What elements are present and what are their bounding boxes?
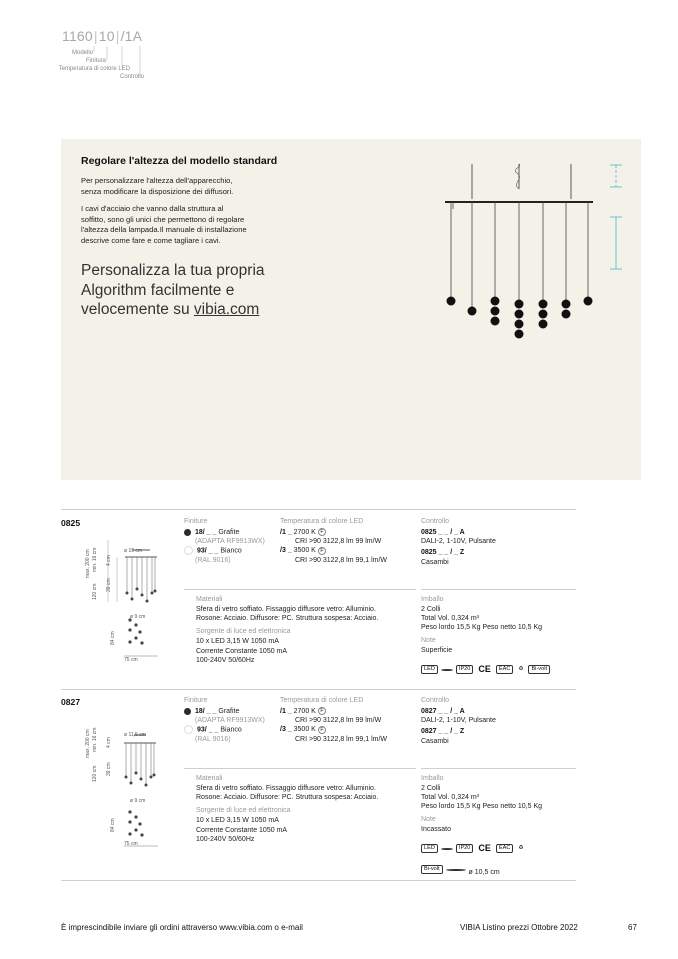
recycle-icon: ♻ [518, 844, 524, 851]
finish-sub: (RAL 9016) [195, 735, 231, 743]
finiture-block-0827 [184, 697, 280, 744]
note-value: Incassato [421, 825, 451, 833]
divider-mid-right-0827 [421, 768, 576, 769]
temp-code: /3 _ [280, 547, 292, 555]
promo-p1-line1: Per personalizzare l'altezza dell'apparecchio, [81, 176, 233, 185]
legend-code-model: 1160 [62, 28, 93, 44]
packaging-label: Imballo [421, 775, 444, 782]
promo-panel [61, 139, 641, 480]
promo-cta-line3: velocemente su [81, 301, 194, 318]
temp-code: /1 _ [280, 529, 292, 536]
finish-option-grafite[interactable] [184, 528, 280, 537]
bianco-swatch-icon [184, 546, 193, 555]
dim-120-0827: 120 cm [92, 765, 98, 782]
temp-label: Temperatura di colore LED [280, 518, 364, 525]
finish-sub: (ADAPTA RF9913WX) [195, 717, 265, 725]
dim-min-0825: min. 16 cm [92, 547, 98, 572]
finish-code: 93/ _ _ [197, 547, 219, 555]
code-legend: 1160|10|/1A [62, 28, 143, 44]
packaging-block-0825 [421, 596, 576, 679]
finish-name: Bianco [220, 547, 242, 555]
led-badge: LED [421, 844, 438, 854]
divider-top-0827 [61, 689, 576, 690]
cutout-icon [446, 869, 466, 871]
temp-option-3500[interactable] [280, 725, 416, 734]
cutout-diameter: ø 10,5 cm [468, 868, 500, 876]
temp-option-3500[interactable] [280, 546, 416, 555]
product-code-0825: 0825 [61, 518, 81, 528]
materials-label: Materiali [196, 596, 223, 603]
control-block-0825 [421, 518, 571, 567]
materials-line2: Rosone: Acciaio. Diffusore: PC. Struttura sospesa: Acciaio. [196, 794, 379, 802]
source-line3: 100-240V 50/60Hz [196, 656, 255, 664]
materials-block-0825 [196, 596, 418, 665]
temp-spec: CRI >90 3122,8 lm 99 lm/W [295, 717, 382, 725]
footer-title: VIBIA Listino prezzi Ottobre 2022 [460, 923, 578, 932]
materials-line1: Sfera di vetro soffiato. Fissaggio diffusore vetro: Alluminio. [196, 606, 376, 613]
footer-note: È imprescindibile inviare gli ordini attraverso www.vibia.com o e-mail [61, 923, 303, 932]
promo-cta [81, 261, 321, 320]
dim-120-0825: 120 cm [92, 583, 98, 600]
temp-code: /3 _ [280, 726, 292, 734]
packaging-block-0827 [421, 775, 576, 879]
materials-block-0827 [196, 775, 418, 844]
lamp-illustration [441, 159, 631, 349]
finish-name: Grafite [218, 529, 240, 536]
temp-kelvin: 3500 K [293, 547, 316, 555]
note-label: Note [421, 636, 436, 644]
packaging-line2: Total Vol. 0,324 m³ [421, 615, 479, 623]
temp-block-0827 [280, 697, 416, 744]
dim-75-0827: 75 cm [124, 841, 138, 847]
control-label: Controllo [421, 518, 450, 525]
finish-name: Grafite [218, 708, 240, 715]
promo-paragraph-1 [81, 176, 301, 197]
control-code[interactable]: 0825 _ _ / _ A [421, 529, 465, 536]
product-code-0827: 0827 [61, 697, 81, 707]
promo-p2-line1: I cavi d'acciaio che vanno dalla struttura al [81, 204, 224, 213]
finiture-block-0825 [184, 518, 280, 565]
packaging-label: Imballo [421, 596, 444, 603]
packaging-line3: Peso lordo 15,5 Kg Peso netto 10,5 Kg [421, 803, 543, 811]
page-number: 67 [628, 923, 637, 932]
source-label: Sorgente di luce ed elettronica [196, 807, 291, 815]
dim-diam-top-0827: ø 11,5 cm [124, 732, 146, 738]
source-line1: 10 x LED 3,15 W 1050 mA [196, 817, 279, 825]
finiture-label: Finiture [184, 518, 208, 525]
eac-badge: EAC [496, 844, 514, 854]
temp-spec: CRI >90 3122,8 lm 99,1 lm/W [295, 735, 388, 743]
cert-badges-row2 [421, 861, 576, 879]
temp-kelvin: 3500 K [293, 726, 316, 734]
promo-paragraph-2 [81, 204, 301, 246]
finish-option-bianco[interactable] [184, 546, 280, 556]
source-line2: Corrente Constante 1050 mA [196, 826, 288, 834]
dim-diam-small-0827: ø 9 cm [130, 798, 146, 804]
dim-4-0827: 4 cm [106, 737, 112, 748]
ce-mark: CE [478, 842, 491, 853]
energy-class-icon: F [318, 528, 326, 536]
finish-code: 18/ _ _ [195, 529, 217, 536]
control-block-0827 [421, 697, 571, 746]
cert-badges [421, 661, 576, 679]
packaging-line2: Total Vol. 0,324 m³ [421, 794, 479, 802]
bivolt-badge: Bi-volt [421, 865, 443, 875]
dim-39-0825: 39 cm [106, 578, 112, 592]
control-desc: Casambi [421, 737, 449, 745]
dim-75-0825: 75 cm [124, 657, 138, 663]
divider-top-0825 [61, 509, 576, 510]
finish-code: 18/ _ _ [195, 708, 217, 715]
temp-option-2700[interactable] [280, 707, 416, 716]
legend-label-model: Modello [71, 50, 93, 56]
source-line1: 10 x LED 3,15 W 1050 mA [196, 638, 279, 646]
recycle-icon: ♻ [518, 665, 524, 672]
dim-diam-small-0825: ø 9 cm [130, 614, 146, 620]
source-label: Sorgente di luce ed elettronica [196, 628, 291, 636]
legend-code-temp: /1A [120, 28, 143, 44]
cert-badges [421, 840, 576, 858]
materials-line1: Sfera di vetro soffiato. Fissaggio diffusore vetro: Alluminio. [196, 785, 376, 792]
divider-mid-0827 [184, 768, 416, 769]
finiture-label: Finiture [184, 697, 208, 704]
energy-class-icon: F [318, 707, 326, 715]
materials-line2: Rosone: Acciaio. Diffusore: PC. Struttura sospesa: Acciaio. [196, 615, 379, 623]
led-badge: LED [421, 665, 438, 675]
legend-label-temp: Temperatura di colore LED [58, 66, 130, 72]
grafite-swatch-icon [184, 708, 191, 715]
legend-label-control: Controllo [119, 74, 144, 80]
note-label: Note [421, 815, 436, 823]
temp-spec: CRI >90 3122,8 lm 99 lm/W [295, 538, 382, 546]
dim-84-0825: 84 cm [110, 631, 116, 645]
bivolt-badge: Bi-volt [528, 665, 550, 675]
control-desc: DALI-2, 1-10V, Pulsante [421, 717, 496, 725]
energy-class-icon: F [318, 726, 326, 734]
ip20-badge: IP20 [456, 665, 474, 675]
source-line2: Corrente Constante 1050 mA [196, 647, 288, 655]
energy-class-icon: F [318, 547, 326, 555]
control-desc: DALI-2, 1-10V, Pulsante [421, 538, 496, 546]
promo-title: Regolare l'altezza del modello standard [81, 155, 278, 167]
divider-mid-0825 [184, 589, 416, 590]
temp-spec: CRI >90 3122,8 lm 99,1 lm/W [295, 556, 388, 564]
finish-sub: (ADAPTA RF9913WX) [195, 538, 265, 546]
dim-max-0827: max. 200 cm [85, 729, 91, 758]
eac-badge: EAC [496, 665, 514, 675]
materials-label: Materiali [196, 775, 223, 782]
temp-kelvin: 2700 K [293, 708, 316, 715]
ce-mark: CE [478, 663, 491, 674]
divider-mid-right-0825 [421, 589, 576, 590]
packaging-line1: 2 Colli [421, 785, 441, 792]
finish-sub: (RAL 9016) [195, 556, 231, 564]
control-label: Controllo [421, 697, 450, 704]
temp-kelvin: 2700 K [293, 529, 316, 536]
dim-max-0825: max. 200 cm [85, 549, 91, 578]
dim-39-0827: 39 cm [106, 762, 112, 776]
control-desc: Casambi [421, 558, 449, 566]
finish-name: Bianco [220, 726, 242, 734]
finish-option-bianco[interactable] [184, 725, 280, 735]
temp-block-0825 [280, 518, 416, 565]
temp-label: Temperatura di colore LED [280, 697, 364, 704]
control-code[interactable]: 0827 _ _ / _ A [421, 708, 465, 715]
dim-4-0825: 4 cm [106, 555, 112, 566]
promo-cta-line1: Personalizza la tua propria [81, 262, 265, 279]
ip20-badge: IP20 [456, 844, 474, 854]
dimmable-icon [441, 669, 453, 671]
finish-option-grafite[interactable] [184, 707, 280, 716]
packaging-line3: Peso lordo 15,5 Kg Peso netto 10,5 Kg [421, 624, 543, 632]
promo-p2-line2: soffitto, sono gli unici che permettono di regolare [81, 214, 245, 224]
packaging-line1: 2 Colli [421, 606, 441, 613]
temp-option-2700[interactable] [280, 528, 416, 537]
promo-p2-line3: l'altezza della lampada.Il manuale di installazione [81, 225, 247, 235]
dim-diam-top-0825: ø 19 cm [124, 548, 143, 554]
promo-cta-line2: Algorithm facilmente e [81, 281, 235, 299]
promo-p1-line2: senza modificare la disposizione dei diffusori. [81, 186, 234, 196]
divider-bottom [61, 880, 576, 881]
grafite-swatch-icon [184, 529, 191, 536]
bianco-swatch-icon [184, 725, 193, 734]
legend-label-finish: Finitura [85, 58, 106, 64]
control-code[interactable]: 0825 _ _ / _ Z [421, 549, 465, 557]
control-code[interactable]: 0827 _ _ / _ Z [421, 728, 465, 736]
finish-code: 93/ _ _ [197, 726, 219, 734]
dim-min-0827: min. 16 cm [92, 727, 98, 752]
dim-84-0827: 84 cm [110, 818, 116, 832]
note-value: Superficie [421, 646, 453, 654]
promo-p2-line4: descrive come fare e come tagliare i cavi. [81, 235, 221, 245]
vibia-link[interactable]: vibia.com [193, 301, 260, 318]
temp-code: /1 _ [280, 708, 292, 715]
legend-code-finish: 10 [98, 28, 115, 44]
source-line3: 100-240V 50/60Hz [196, 835, 255, 843]
dimmable-icon [441, 848, 453, 850]
